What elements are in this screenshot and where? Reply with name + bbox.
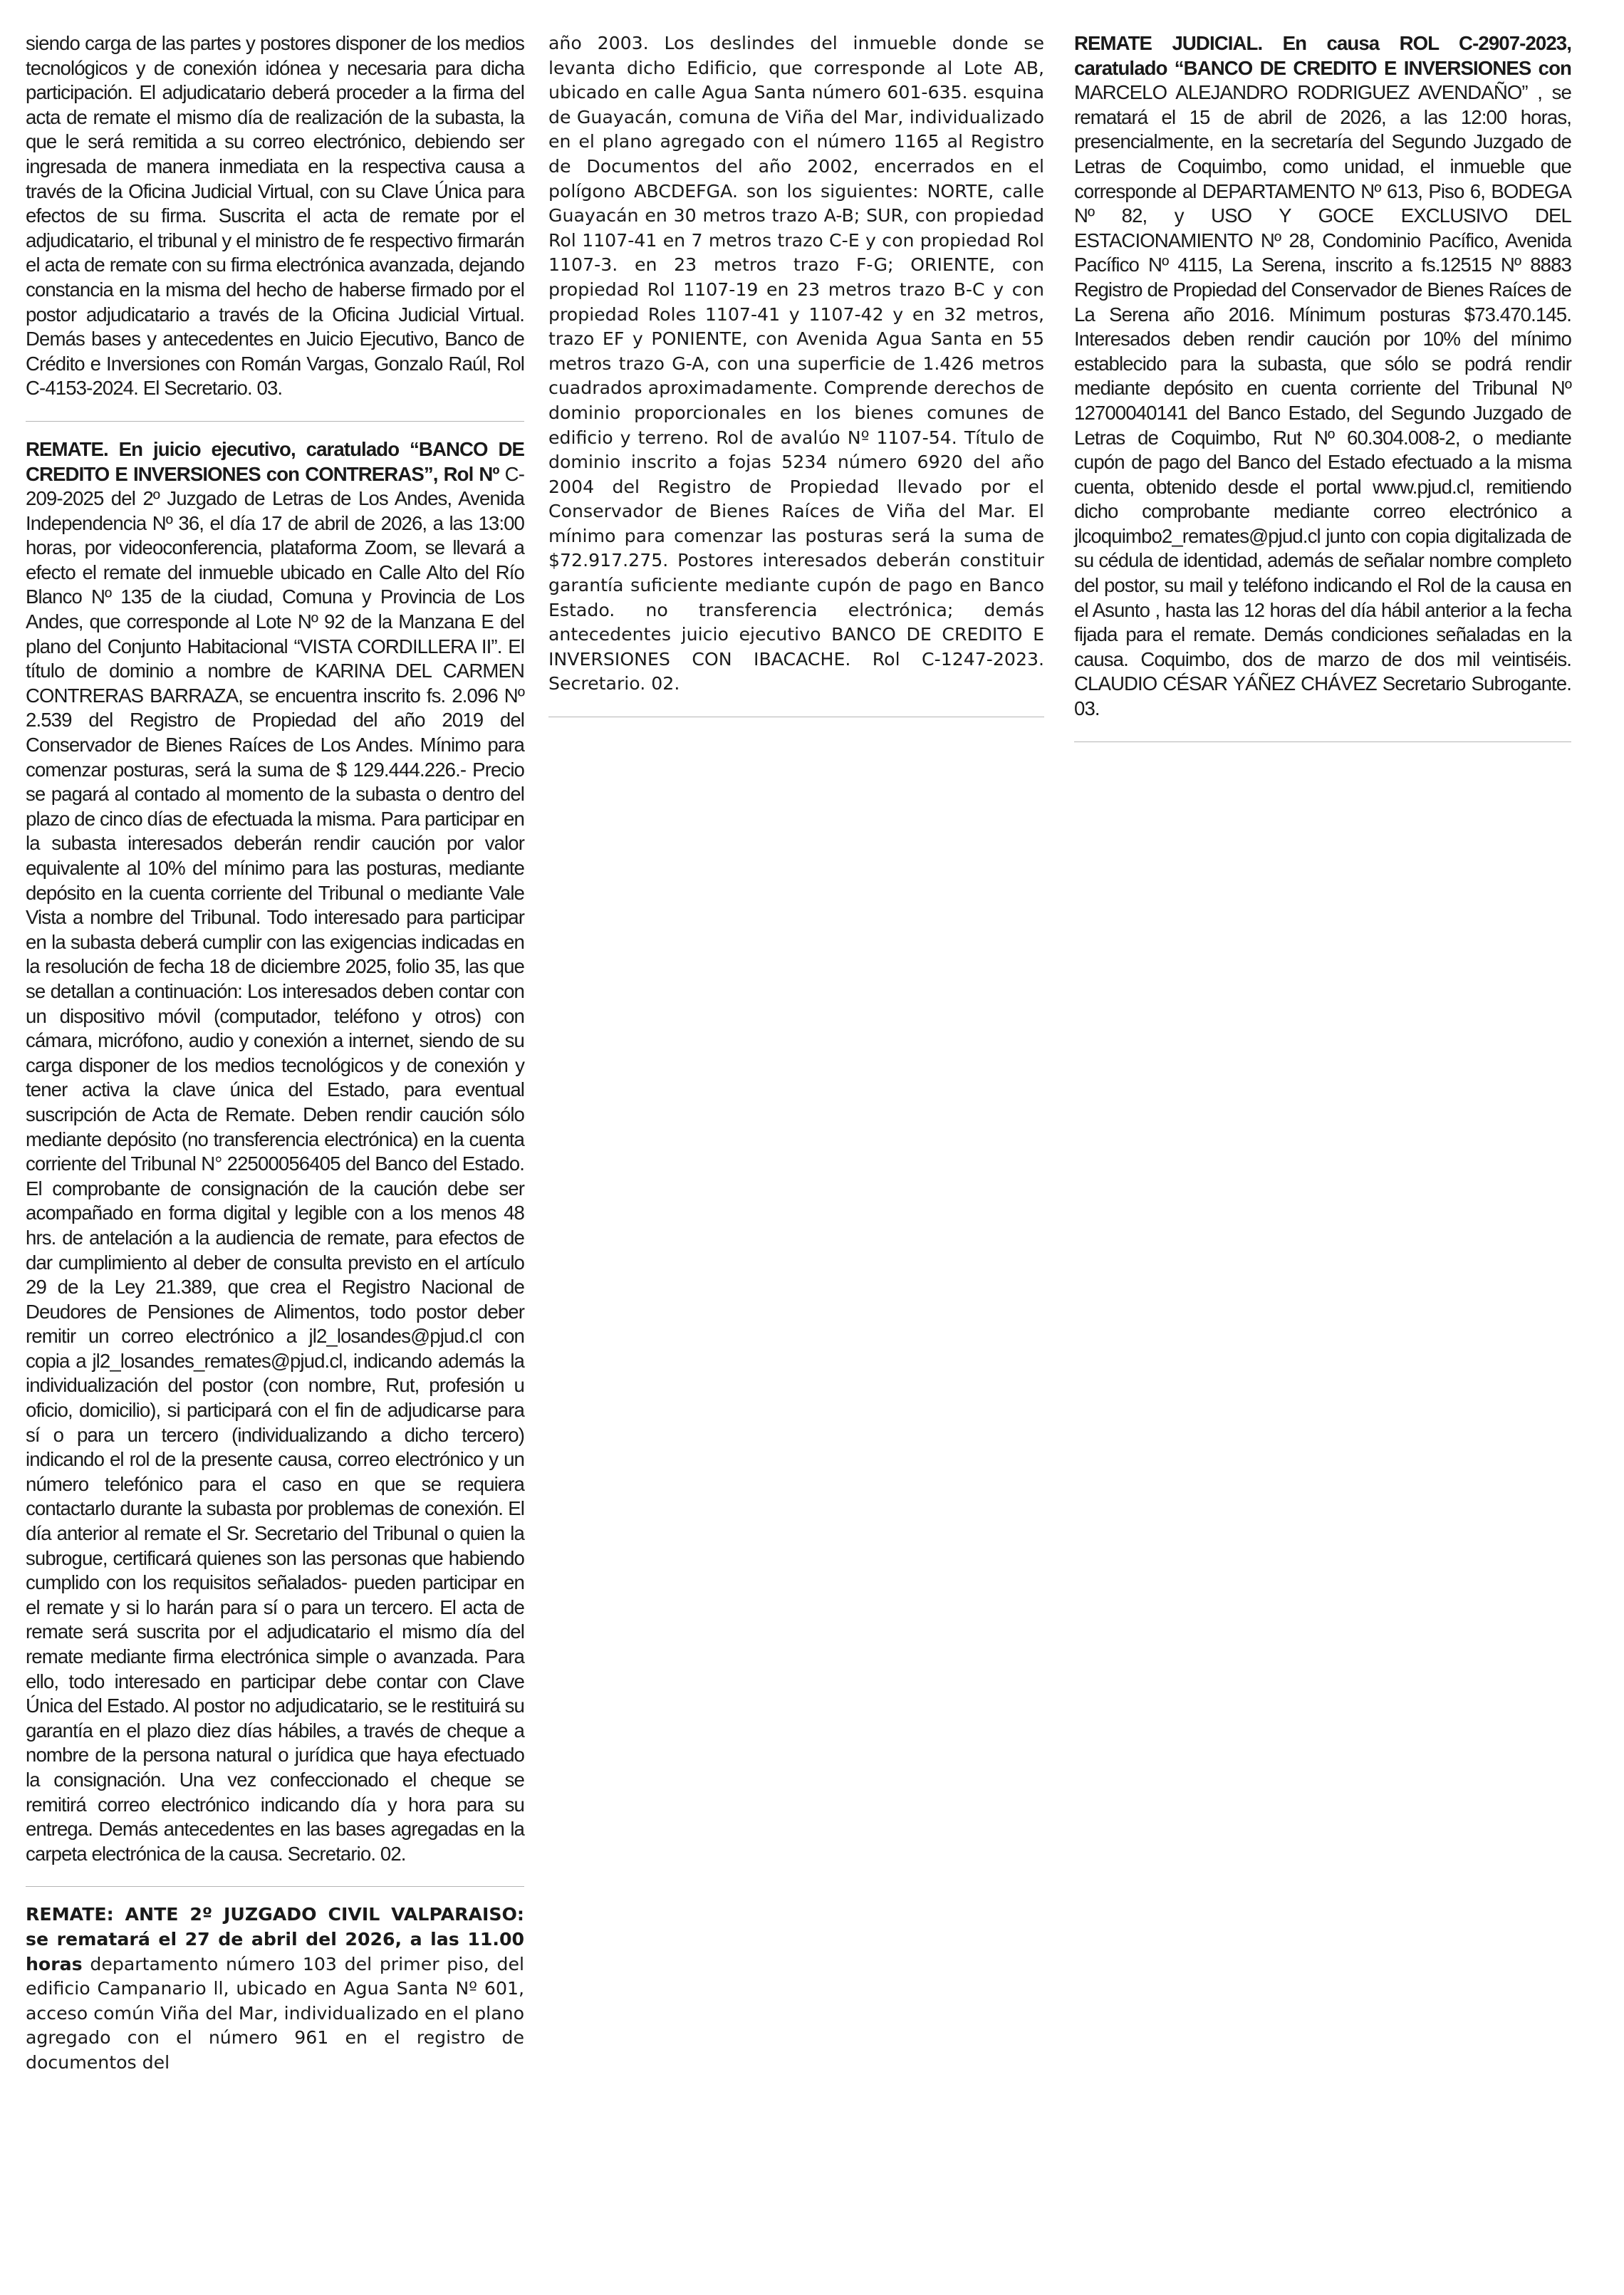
notice-3 [26,1903,524,2075]
notice-4-body: MARCELO ALEJANDRO RODRIGUEZ AVENDAÑO” , se rematará el 15 de abril de 2026, a las 12:00 horas, presencialmente, en la secretaría del Segundo Juzgado de Letras de Coquimbo, como unidad, el inmueble que corresponde al DEPARTAMENTO Nº 613, Piso 6, BODEGA Nº 82, y USO Y GOCE EXCLUSIVO DEL ESTACIONAMIENTO Nº 28, Condominio Pacífico, Avenida Pacífico Nº 4115, La Serena, inscrito a fs.12515 Nº 8883 Registro de Propiedad del Conservador de Bienes Raíces de La Serena año 2016. Mínimum posturas $73.470.145. Interesados deben rendir caución por 10% del mínimo establecido para la subasta, que sólo se podrá rendir mediante depósito en cuenta corriente del Tribunal Nº 12700040141 del Banco Estado, del Segundo Juzgado de Letras de Coquimbo, Rut Nº 60.304.008-2, o mediante cupón de pago del Banco del Estado efectuado a la misma cuenta, obtenido desde el portal www.pjud.cl, remitiendo dicho comprobante mediante correo electrónico a jlcoquimbo2_remates@pjud.cl junto con copia digitalizada de su cédula de identidad, además de señalar nombre completo del postor, su mail y teléfono indicando el Rol de la causa en el Asunto , hasta las 12 horas del día hábil anterior a la fecha fijada para el remate. Demás condiciones señaladas en la causa. Coquimbo, dos de marzo de dos mil veintiséis. CLAUDIO CÉSAR YÁÑEZ CHÁVEZ Secretario Subrogante. 03. [1074,81,1571,720]
notice-2 [26,437,524,1866]
notice-3-body: departamento número 103 del primer piso, del edificio Campanario ll, ubicado en Agua Santa Nº 601, acceso común Viña del Mar, individualizado en el plano agregado con el número 961 en el registro de documentos del [26,1953,524,2073]
notice-divider [26,1886,524,1887]
notice-3-continuation: año 2003. Los deslindes del inmueble donde se levanta dicho Edificio, que corresponde al Lote AB, ubicado en calle Agua Santa número 601-635. esquina de Guayacán, comuna de Viña del Mar, individualizado en el plano agregado con el número 1165 al Registro de Documentos del año 2002, encerrados en el polígono ABCDEFGA. son los siguientes: NORTE, calle Guayacán en 30 metros trazo A-B; SUR, con propiedad Rol 1107-41 en 7 metros trazo C-E y con propiedad Rol 1107-3. en 23 metros trazo F-G; ORIENTE, con propiedad Rol 1107-19 en 23 metros trazo B-C y con propiedad Roles 1107-41 y 1107-42 y en 32 metros, trazo EF y PONIENTE, con Avenida Agua Santa en 55 metros trazo G-A, con una superficie de 1.426 metros cuadrados aproximadamente. Comprende derechos de dominio proporcionales en los bienes comunes de edificio y terreno. Rol de avalúo Nº 1107-54. Título de dominio inscrito a fojas 5234 número 6920 del año 2004 del Registro de Propiedad llevado por el Conservador de Bienes Raíces de Viña del Mar. El mínimo para comenzar las posturas será la suma de $72.917.275. Postores interesados deberán constituir garantía suficiente mediante cupón de pago en Banco Estado. no transferencia electrónica; demás antecedentes juicio ejecutivo BANCO DE CREDITO E INVERSIONES CON IBACACHE. Rol C-1247-2023. Secretario. 02. [548,33,1044,694]
notice-1-continuation: siendo carga de las partes y postores disponer de los medios tecnológicos y de conexión idónea y necesaria para dicha participación. El adjudicatario deberá proceder a la firma del acta de remate el mismo día de realización de la subasta, la que le será remitida a su correo electrónico, debiendo ser ingresada de manera inmediata en la respectiva causa a través de la Oficina Judicial Virtual, con su Clave Única para efectos de su firma. Suscrita el acta de remate por el adjudicatario, el tribunal y el ministro de fe respectivo firmarán el acta de remate con su firma electrónica avanzada, dejando constancia en la misma del hecho de haberse firmado por el postor adjudicatario a través de la Oficina Judicial Virtual. Demás bases y antecedentes en Juicio Ejecutivo, Banco de Crédito e Inversiones con Román Vargas, Gonzalo Raúl, Rol C-4153-2024. El Secretario. 03. [26,32,524,400]
notice-2-heading: REMATE. En juicio ejecutivo, caratulado “BANCO DE CREDITO E INVERSIONES con CONTRERAS”, Rol Nº [26,437,524,485]
column-1 [26,31,524,2076]
notice-divider [1074,741,1571,742]
notice-3-heading: REMATE: ANTE 2º JUZGADO CIVIL VALPARAISO: se rematará el 27 de abril del 2026, a las 11.00 horas [26,1904,524,1974]
notice-4 [1074,31,1571,722]
notice-4-heading: REMATE JUDICIAL. En causa ROL C-2907-2023, caratulado “BANCO DE CREDITO E INVERSIONES con [1074,32,1571,79]
column-2 [548,31,1044,733]
notice-2-body: C-209-2025 del 2º Juzgado de Letras de Los Andes, Avenida Independencia Nº 36, el día 17 de abril de 2026, a las 13:00 horas, por videoconferencia, plataforma Zoom, se llevará a efecto el remate del inmueble ubicado en Calle Alto del Río Blanco Nº 135 de la ciudad, Comuna y Provincia de Los Andes, que corresponde al Lote Nº 92 de la Manzana E del plano del Conjunto Habitacional “VISTA CORDILLERA II”. El título de dominio a nombre de KARINA DEL CARMEN CONTRERAS BARRAZA, se encuentra inscrito fs. 2.096 Nº 2.539 del Registro de Propiedad del año 2019 del Conservador de Bienes Raíces de Los Andes. Mínimo para comenzar posturas, será la suma de $ 129.444.226.- Precio se pagará al contado al momento de la subasta o dentro del plazo de cinco días de efectuada la misma. Para participar en la subasta interesados deberán rendir caución por valor equivalente al 10% del mínimo para las posturas, mediante depósito en la cuenta corriente del Tribunal o mediante Vale Vista a nombre del Tribunal. Todo interesado para participar en la subasta deberá cumplir con las exigencias indicadas en la resolución de fecha 18 de diciembre 2025, folio 35, las que se detallan a continuación: Los interesados deben contar con un dispositivo móvil (computador, teléfono y otros) con cámara, micrófono, audio y conexión a internet, siendo de su carga disponer de los medios tecnológicos y de conexión y tener activa la clave única del Estado, para eventual suscripción de Acta de Remate. Deben rendir caución sólo mediante depósito (no transferencia electrónica) en la cuenta corriente del Tribunal N° 22500056405 del Banco del Estado. El comprobante de consignación de la caución debe ser acompañado en forma digital y legible con a los menos 48 hrs. de antelación a la audiencia de remate, para efectos de dar cumplimiento al deber de consulta previsto en el artículo 29 de la Ley 21.389, que crea el Registro Nacional de Deudores de Pensiones de Alimentos, todo postor deber remitir un correo electrónico a jl2_losandes@pjud.cl con copia a jl2_losandes_remates@pjud.cl, indicando además la individualización del postor (con nombre, Rut, profesión u oficio, domicilio), si participará con el fin de adjudicarse para sí o para un tercero (individualizando a dicho tercero) indicando el rol de la presente causa, correo electrónico y un número telefónico para el caso en que se requiera contactarlo durante la subasta por problemas de conexión. El día anterior al remate el Sr. Secretario del Tribunal o quien la subrogue, certificará quienes son las personas que habiendo cumplido con los requisitos señalados- pueden participar en el remate y si lo harán para sí o para un tercero. El acta de remate será suscrita por el adjudicatario el mismo día del remate mediante firma electrónica simple o avanzada. Para ello, todo interesado en participar debe contar con Clave Única del Estado. Al postor no adjudicatario, se le restituirá su garantía en el plazo diez días hábiles, a través de cheque a nombre de la persona natural o jurídica que haya efectuado la consignación. Una vez confeccionado el cheque se remitirá correo electrónico indicando día y hora para su entrega. Demás antecedentes en las bases agregadas en la carpeta electrónica de la causa. Secretario. 02. [26,462,524,1865]
column-3 [1074,31,1571,758]
notice-divider [26,421,524,422]
